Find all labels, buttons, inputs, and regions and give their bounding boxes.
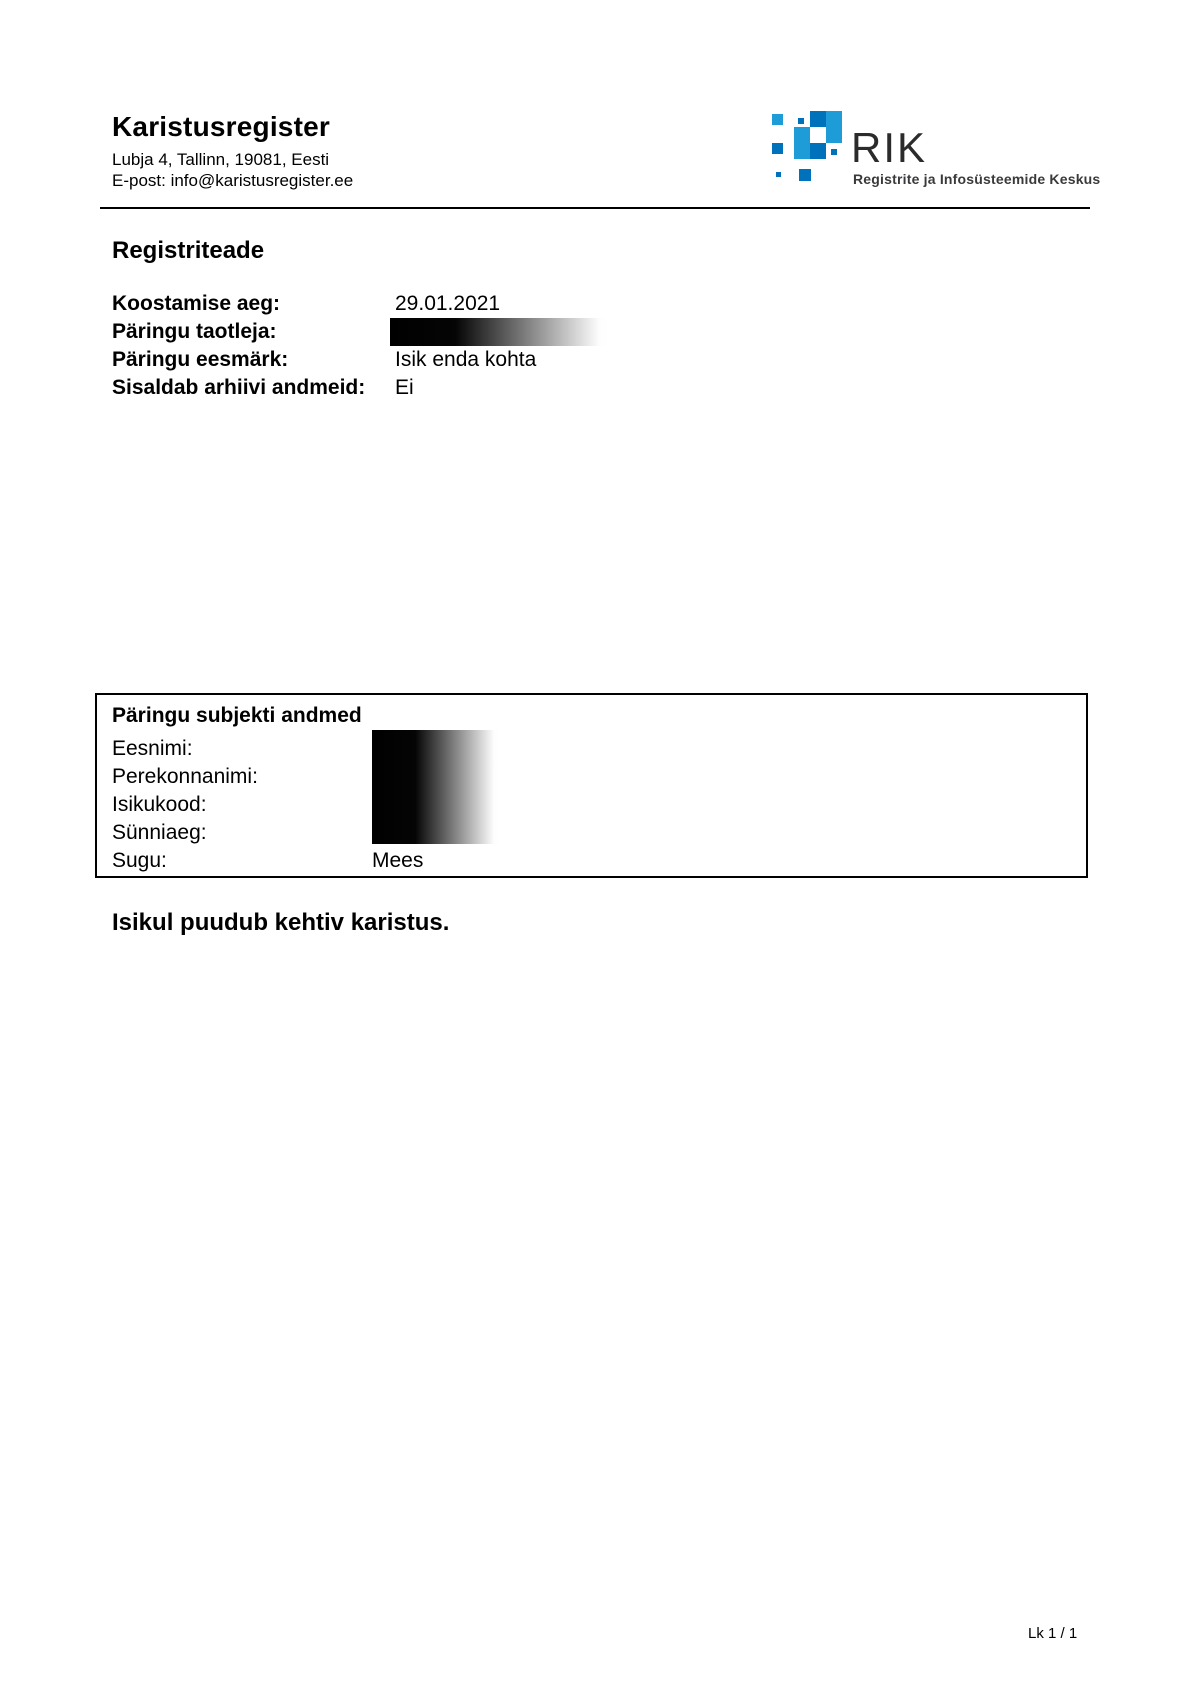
field-row-paringu-eesmark	[112, 346, 812, 374]
rik-logo-text: RIK	[851, 124, 928, 171]
field-label: Eesnimi:	[112, 737, 193, 760]
redaction-bar	[390, 318, 608, 346]
field-label: Päringu eesmärk:	[112, 348, 289, 371]
subject-data-box	[95, 693, 1088, 878]
header-divider	[100, 207, 1090, 209]
field-row-koostamise-aeg	[112, 290, 812, 318]
field-value: Isik enda kohta	[395, 348, 537, 371]
document-title: Registriteade	[112, 237, 265, 264]
field-row-isikukood	[112, 791, 1071, 819]
field-value: Ei	[395, 376, 414, 399]
page-number: Lk 1 / 1	[1028, 1625, 1078, 1642]
field-row-eesnimi	[112, 735, 1071, 763]
field-value: Mees	[372, 849, 424, 872]
field-label: Sünniaeg:	[112, 821, 207, 844]
field-value: 29.01.2021	[395, 292, 501, 315]
field-label: Isikukood:	[112, 793, 207, 816]
subject-fields	[112, 735, 1071, 875]
org-email: E-post: info@karistusregister.ee	[112, 171, 354, 190]
field-label: Sugu:	[112, 849, 167, 872]
field-label: Koostamise aeg:	[112, 292, 281, 315]
field-row-sisaldab-arhiivi	[112, 374, 812, 402]
request-fields	[112, 290, 812, 402]
field-row-sunniaeg	[112, 819, 1071, 847]
org-name: Karistusregister	[112, 111, 330, 142]
rik-logo-tagline: Registrite ja Infosüsteemide Keskus	[853, 171, 1101, 187]
result-statement: Isikul puudub kehtiv karistus.	[112, 909, 450, 936]
field-label: Perekonnanimi:	[112, 765, 258, 788]
field-value	[395, 318, 812, 346]
redaction-block	[372, 730, 499, 844]
field-label: Päringu taotleja:	[112, 320, 277, 343]
rik-logo-icon	[768, 106, 846, 186]
field-label: Sisaldab arhiivi andmeid:	[112, 376, 366, 399]
field-row-perekonnanimi	[112, 763, 1071, 791]
field-row-paringu-taotleja	[112, 318, 812, 346]
org-address: Lubja 4, Tallinn, 19081, Eesti	[112, 150, 330, 169]
subject-box-title: Päringu subjekti andmed	[112, 704, 362, 727]
field-row-sugu	[112, 847, 1071, 875]
